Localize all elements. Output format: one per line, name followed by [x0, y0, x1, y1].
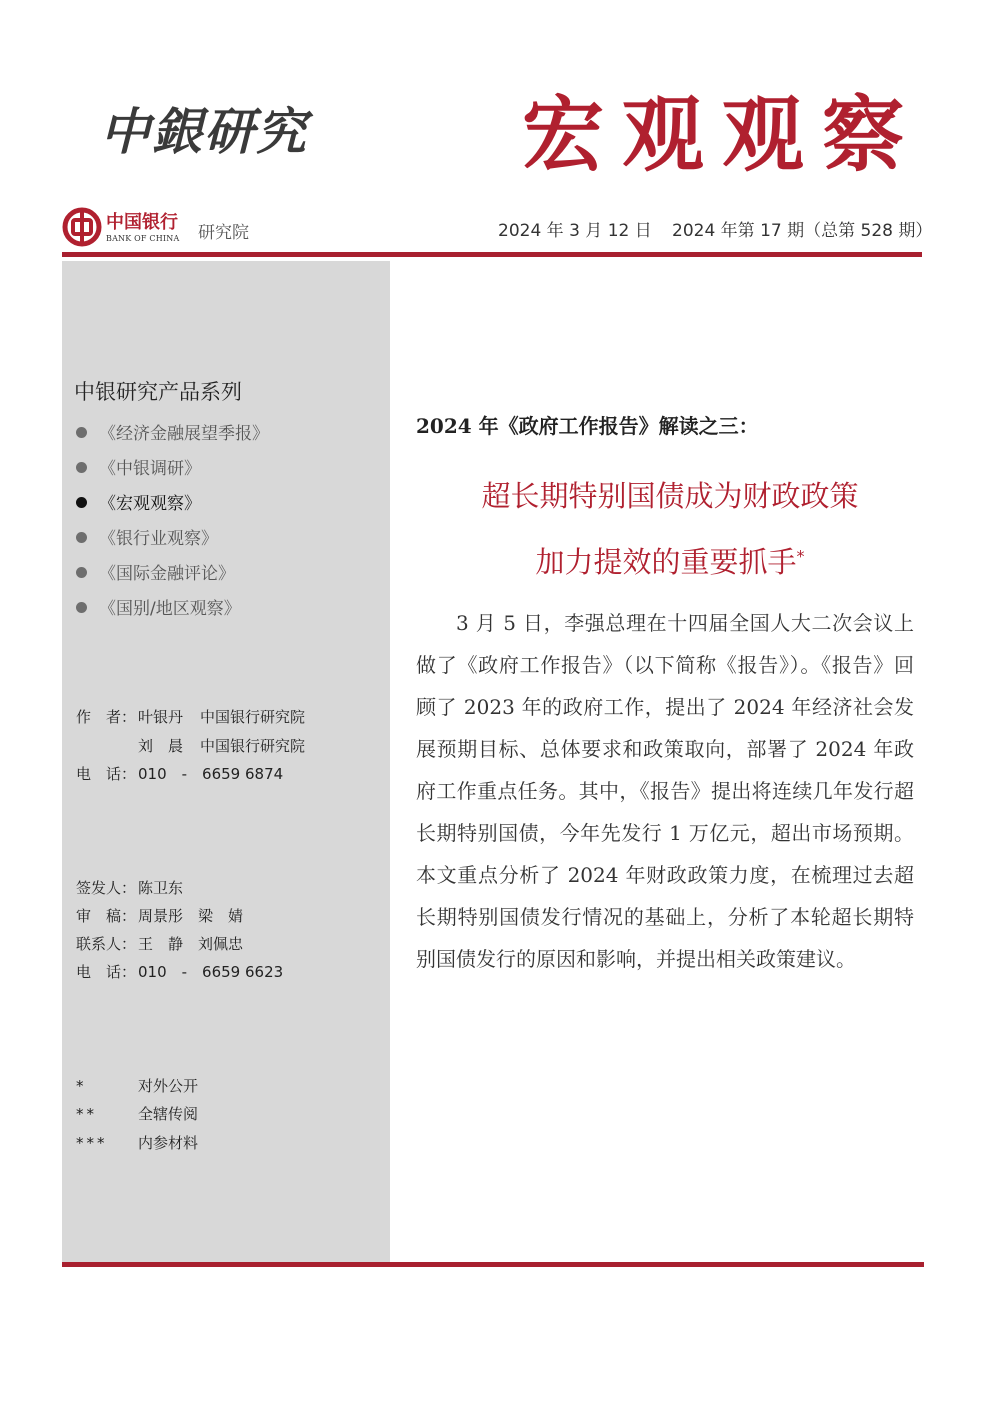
bank-of-china-logo-icon — [62, 207, 102, 247]
publish-date: 2024 年 3 月 12 日 — [498, 221, 652, 241]
brand-logo-text: 中銀研究 — [100, 102, 308, 161]
report-kicker: 2024 年《政府工作报告》解读之三： — [416, 414, 759, 438]
footnote-mark: * — [796, 546, 805, 566]
classification-row: * 对外公开 — [76, 1077, 199, 1095]
reviewer-row: 审 稿： 周景彤 梁 婧 — [76, 907, 244, 925]
headline-line-1: 超长期特别国债成为财政政策 — [481, 479, 859, 513]
product-item: 《国别/地区观察》 — [76, 594, 241, 619]
abstract-paragraph: 3 月 5 日，李强总理在十四届全国人大二次会议上做了《政府工作报告》（以下简称《报告》）。《报告》回顾了 2023 年的政府工作，提出了 2024 年经济社会发展预期目标、总体要求和政策取向，部署了 2024 年政府工作重点任务。其中，《报告》提出将连续几年发行超长期特别国债，今年先发行 1 万亿元，超出市场预期。本文重点分析了 2024 年财政政策力度，在梳理过去超长期特别国债发行情况的基础上，分析了本轮超长期特别国债发行的原因和影响，并提出相关政策建议。 — [416, 611, 914, 971]
issue-number: 2024 年第 17 期（总第 528 期） — [672, 221, 933, 241]
bank-name-cn: 中国银行 — [106, 212, 178, 233]
bullet-icon — [76, 532, 87, 543]
bullet-icon — [76, 462, 87, 473]
bullet-icon — [76, 602, 87, 613]
author-row: 刘 晨 中国银行研究院 — [138, 737, 306, 755]
product-item: 《国际金融评论》 — [76, 559, 235, 584]
author-row: 作 者： 叶银丹 中国银行研究院 — [76, 708, 306, 726]
institute-label: 研究院 — [198, 223, 249, 243]
bank-name-en: BANK OF CHINA — [106, 234, 180, 243]
footer-divider — [62, 1262, 924, 1267]
report-series-title: 宏观观察 — [522, 87, 923, 183]
product-item: 《银行业观察》 — [76, 524, 218, 549]
classification-row: *** 内参材料 — [76, 1134, 199, 1152]
contact-row: 联系人： 王 静 刘佩忠 — [76, 935, 244, 953]
contact-phone: 电 话： 010 - 6659 6623 — [76, 963, 284, 981]
author-phone: 电 话： 010 - 6659 6874 — [76, 765, 284, 783]
bullet-icon — [76, 497, 87, 508]
product-item-active: 《宏观观察》 — [76, 489, 201, 514]
signer-row: 签发人： 陈卫东 — [76, 879, 184, 897]
header-divider — [62, 252, 922, 257]
headline-line-2: 加力提效的重要抓手* — [535, 545, 805, 579]
product-item: 《中银调研》 — [76, 454, 201, 479]
product-item: 《经济金融展望季报》 — [76, 419, 269, 444]
bullet-icon — [76, 427, 87, 438]
bullet-icon — [76, 567, 87, 578]
classification-row: ** 全辖传阅 — [76, 1105, 199, 1123]
product-series-title: 中银研究产品系列 — [74, 380, 242, 404]
